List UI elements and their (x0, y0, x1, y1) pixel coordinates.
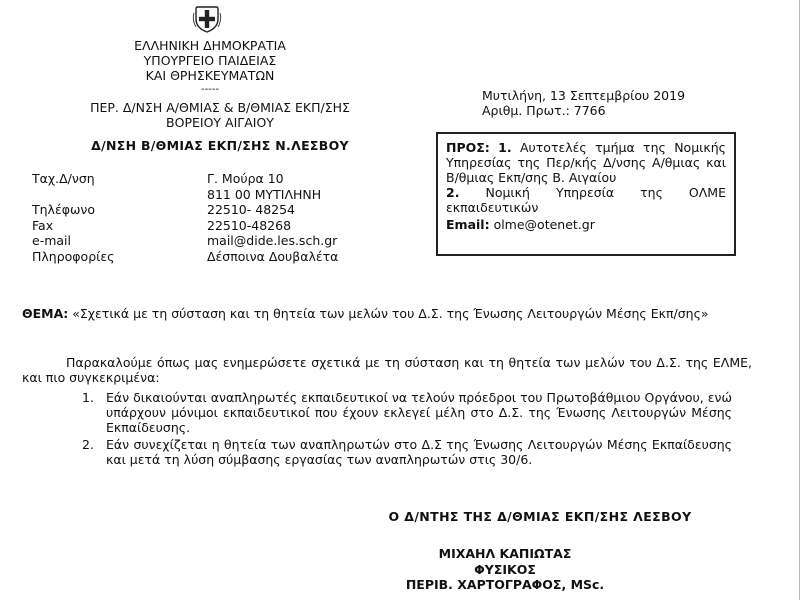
subject-label: ΘΕΜΑ: (22, 306, 69, 321)
ministry-line: ΕΛΛΗΝΙΚΗ ΔΗΜΟΚΡΑΤΙΑ (134, 38, 286, 53)
recipient-text: Νομική Υπηρεσία της ΟΛΜΕ εκπαιδευτικών (446, 185, 726, 215)
directorate-line: ΒΟΡΕΙΟΥ ΑΙΓΑΙΟΥ (166, 115, 274, 130)
recipient-number: 2. (446, 185, 460, 200)
directorate-line: ΠΕΡ. Δ/ΝΣΗ Α/ΘΜΙΑΣ & Β/ΘΜΙΑΣ ΕΚΠ/ΣΗΣ (90, 100, 350, 115)
intro-paragraph: Παρακαλούμε όπως μας ενημερώσετε σχετικά με τη σύσταση και τη θητεία των μελών του Δ.Σ. της ΕΛΜΕ, και πιο συγκεκριμένα: (22, 355, 752, 385)
header-separator: ----- (200, 84, 220, 95)
subject-text: «Σχετικά με τη σύσταση και τη θητεία των μελών του Δ.Σ. της Ένωσης Λειτουργών Μέσης Εκπ/σης» (72, 306, 709, 321)
list-number: 1. (82, 390, 94, 405)
contact-row (32, 171, 338, 187)
contact-value: 811 00 ΜΥΤΙΛΗΝΗ (207, 186, 322, 202)
contact-label: Ταχ.Δ/νση (32, 171, 95, 186)
signatory-title: Ο Δ/ΝΤΗΣ ΤΗΣ Δ/ΘΜΙΑΣ ΕΚΠ/ΣΗΣ ΛΕΣΒΟΥ (388, 509, 692, 524)
directorate-header (20, 100, 420, 130)
ministry-line: ΚΑΙ ΘΡΗΣΚΕΥΜΑΤΩΝ (145, 68, 275, 83)
list-text: Εάν συνεχίζεται η θητεία των αναπληρωτών στο Δ.Σ της Ένωσης Λειτουργών Μέσης Εκπαίδευσης και μετά τη λύση σύμβασης εργασίας των αναπληρωτών στις 30/6. (106, 437, 732, 467)
to-label: ΠΡΟΣ: (446, 140, 490, 155)
recipient-item-1 (446, 140, 726, 185)
signatory-qualification: ΠΕΡΙΒ. ΧΑΡΤΟΓΡΑΦΟΣ, MSc. (405, 577, 605, 592)
email-value: olme@otenet.gr (493, 217, 595, 232)
contact-row (32, 233, 338, 249)
greek-coat-of-arms-icon (192, 4, 222, 34)
contact-label: Πληροφορίες (32, 248, 115, 264)
signatory-specialty: ΦΥΣΙΚΟΣ (474, 561, 536, 577)
directorate-name: Δ/ΝΣΗ Β/ΘΜΙΑΣ ΕΚΠ/ΣΗΣ Ν.ΛΕΣΒΟΥ (91, 138, 349, 153)
request-list (82, 390, 732, 469)
contact-row (32, 249, 338, 265)
list-item (82, 437, 732, 467)
signature-block (300, 546, 710, 593)
contact-value: 22510- 48254 (207, 202, 296, 217)
body-intro (22, 355, 752, 385)
contact-row (32, 187, 338, 203)
list-item (82, 390, 732, 435)
recipient-text: Αυτοτελές τμήμα της Νομικής Υπηρεσίας της Περ/κής Δ/νσης Α/θμιας και Β/θμιας Εκπ/σης Β. Αιγαίου (446, 140, 726, 185)
list-number: 2. (82, 437, 94, 452)
contact-label: Fax (32, 217, 54, 233)
recipient-item-2 (446, 185, 726, 215)
contact-label (32, 187, 207, 203)
recipient-number: 1. (498, 140, 512, 155)
contact-value: Δέσποινα Δουβαλέτα (207, 248, 339, 264)
contact-label: e-mail (32, 233, 71, 248)
list-text: Εάν δικαιούνται αναπληρωτές εκπαιδευτικοί να τελούν πρόεδροι του Πρωτοβάθμιου Οργάνου, ενώ υπάρχουν μόνιμοι εκπαιδευτικοί που έχουν εκλεγεί μέλη στο Δ.Σ. της Ένωσης Λειτουργών Μέσης Εκπαίδευσης. (106, 390, 732, 435)
contact-value: mail@dide.les.sch.gr (207, 233, 338, 248)
contact-value: Γ. Μούρα 10 (207, 171, 284, 186)
date-line: Μυτιλήνη, 13 Σεπτεμβρίου 2019 (482, 88, 686, 103)
subject (22, 306, 712, 321)
ministry-line: ΥΠΟΥΡΓΕΙΟ ΠΑΙΔΕΙΑΣ (143, 53, 277, 68)
contact-info (32, 171, 338, 264)
protocol-number: Αριθμ. Πρωτ.: 7766 (482, 103, 606, 118)
signatory-name: ΜΙΧΑΗΛ ΚΑΠΙΩΤΑΣ (438, 546, 572, 561)
contact-row (32, 202, 338, 218)
email-label: Email: (446, 217, 490, 232)
recipient-email (446, 217, 726, 232)
contact-row (32, 218, 338, 234)
recipients-box (436, 132, 736, 256)
contact-label: Τηλέφωνο (32, 202, 96, 217)
date-block (482, 88, 685, 118)
contact-value: 22510-48268 (207, 217, 292, 233)
ministry-header (80, 38, 340, 96)
